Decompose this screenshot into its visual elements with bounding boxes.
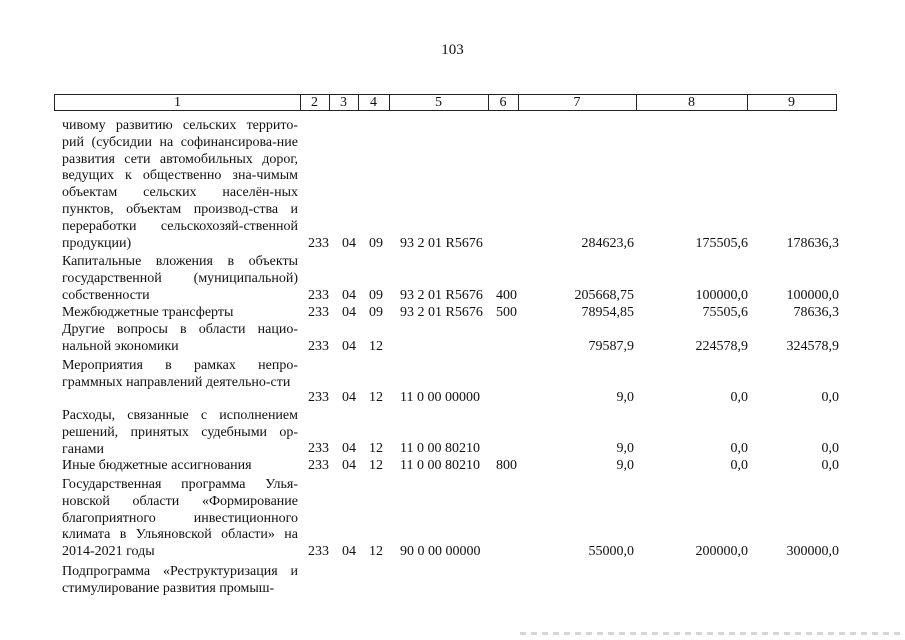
cell-c3: 04 [342, 288, 356, 303]
row-description: чивому развитию сельских террито-рий (субсидии на софинансирова-ние развития сети автомобильных дорог, ведущих к общественно зна-чимым объектам сельских населён-ных пунктов, объектам производ-ства и переработки сельскохозяй-ственной продукции) [62, 118, 298, 251]
cell-c5: 11 0 00 00000 [400, 390, 480, 405]
cell-c4: 12 [369, 339, 383, 354]
cell-c9: 0,0 [821, 441, 839, 456]
cell-c7: 78954,85 [581, 305, 634, 320]
cell-c7: 55000,0 [588, 544, 634, 559]
row-description: Государственная программа Улья-новской области «Формирование благоприятного инвестиционного климата в Ульяновской области» на 2014-2021 годы [62, 477, 298, 560]
cell-c2: 233 [308, 441, 329, 456]
cell-c9: 178636,3 [786, 236, 839, 251]
cell-c2: 233 [308, 339, 329, 354]
row-description: Подпрограмма «Реструктуризация и стимулирование развития промыш- [62, 564, 298, 596]
cell-c7: 205668,75 [574, 288, 634, 303]
cell-c7: 79587,9 [588, 339, 634, 354]
row-description: Межбюджетные трансферты [62, 305, 234, 320]
cell-c4: 12 [369, 390, 383, 405]
page-number: 103 [441, 42, 464, 58]
cell-c2: 233 [308, 544, 329, 559]
cell-c2: 233 [308, 458, 329, 473]
cell-c3: 04 [342, 236, 356, 251]
cell-c7: 9,0 [616, 441, 634, 456]
header-col-3: 3 [329, 94, 359, 111]
cell-c5: 11 0 00 80210 [400, 441, 480, 456]
cell-c3: 04 [342, 339, 356, 354]
header-col-5: 5 [389, 94, 489, 111]
cell-c5: 93 2 01 R5676 [400, 288, 483, 303]
cell-c8: 200000,0 [695, 544, 748, 559]
cell-c2: 233 [308, 236, 329, 251]
cell-c9: 0,0 [821, 458, 839, 473]
cell-c7: 284623,6 [581, 236, 634, 251]
cell-c2: 233 [308, 305, 329, 320]
row-description: Иные бюджетные ассигнования [62, 458, 252, 473]
cell-c7: 9,0 [616, 458, 634, 473]
cell-c5: 11 0 00 80210 [400, 458, 480, 473]
cell-c9: 78636,3 [793, 305, 839, 320]
cell-c5: 93 2 01 R5676 [400, 236, 483, 251]
cell-c6: 400 [496, 288, 517, 303]
cell-c9: 324578,9 [786, 339, 839, 354]
cell-c4: 09 [369, 305, 383, 320]
cell-c2: 233 [308, 288, 329, 303]
cell-c8: 0,0 [730, 441, 748, 456]
header-col-2: 2 [300, 94, 330, 111]
cell-c9: 300000,0 [786, 544, 839, 559]
row-description: Мероприятия в рамках непро-граммных направлений деятельно-сти [62, 358, 298, 390]
cell-c5: 93 2 01 R5676 [400, 305, 483, 320]
cell-c4: 12 [369, 544, 383, 559]
header-col-1: 1 [54, 94, 301, 111]
cell-c3: 04 [342, 441, 356, 456]
scan-artifact [520, 632, 900, 635]
cell-c4: 12 [369, 458, 383, 473]
cell-c4: 09 [369, 236, 383, 251]
cell-c3: 04 [342, 390, 356, 405]
cell-c8: 175505,6 [695, 236, 748, 251]
cell-c8: 0,0 [730, 458, 748, 473]
header-col-8: 8 [636, 94, 748, 111]
cell-c8: 224578,9 [695, 339, 748, 354]
cell-c4: 09 [369, 288, 383, 303]
header-col-9: 9 [747, 94, 837, 111]
cell-c3: 04 [342, 458, 356, 473]
cell-c9: 100000,0 [786, 288, 839, 303]
cell-c2: 233 [308, 390, 329, 405]
cell-c3: 04 [342, 544, 356, 559]
cell-c8: 100000,0 [695, 288, 748, 303]
cell-c3: 04 [342, 305, 356, 320]
cell-c6: 500 [496, 305, 517, 320]
cell-c7: 9,0 [616, 390, 634, 405]
cell-c4: 12 [369, 441, 383, 456]
cell-c5: 90 0 00 00000 [400, 544, 481, 559]
cell-c8: 0,0 [730, 390, 748, 405]
row-description: Другие вопросы в области нацио-нальной экономики [62, 322, 298, 354]
row-description: Расходы, связанные с исполнением решений, принятых судебными ор-ганами [62, 408, 298, 457]
header-col-6: 6 [488, 94, 519, 111]
row-description: Капитальные вложения в объекты государственной (муниципальной) собственности [62, 254, 298, 303]
cell-c9: 0,0 [821, 390, 839, 405]
header-col-4: 4 [358, 94, 390, 111]
cell-c6: 800 [496, 458, 517, 473]
cell-c8: 75505,6 [702, 305, 748, 320]
header-col-7: 7 [518, 94, 637, 111]
